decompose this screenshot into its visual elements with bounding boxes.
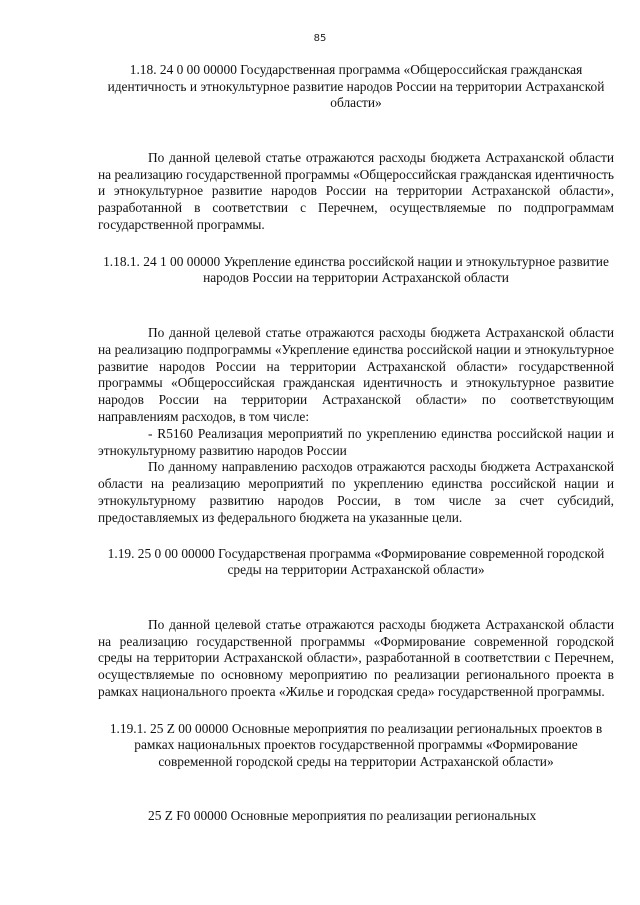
- section-heading-1-18: 1.18. 24 0 00 00000 Государственная программа «Общероссийская гражданская идентичность и этнокультурное развитие народов России на территории Астраханской области»: [107, 62, 605, 111]
- expense-item-r5160: - R5160 Реализация мероприятий по укреплению единства российской нации и этнокультурному развитию народов России: [98, 425, 614, 458]
- section-paragraph-1-19: По данной целевой статье отражаются расходы бюджета Астраханской области на реализацию государственной программы «Формирование современной городской среды на территории Астраханской области», разработанной в соответствии с Перечнем, осуществляемые по основному мероприятию по реализации регионального проекта в рамках национального проекта «Жилье и городская среда» государственной программы.: [98, 616, 614, 699]
- section-heading-1-19: 1.19. 25 0 00 00000 Государственая программа «Формирование современной городской среды на территории Астраханской области»: [107, 545, 605, 578]
- section-paragraph-1-19-1: 25 Z F0 00000 Основные мероприятия по реализации региональных: [148, 808, 537, 824]
- document-body: [98, 62, 614, 825]
- section-heading-1-18-1: 1.18.1. 24 1 00 00000 Укрепление единства российской нации и этнокультурное развитие народов России на территории Астраханской области: [103, 253, 609, 286]
- page-number: 85: [313, 33, 327, 44]
- section-paragraph-1-18-1: По данной целевой статье отражаются расходы бюджета Астраханской области на реализацию подпрограммы «Укрепление единства российской нации и этнокультурное развитие народов России на территории Астраханской области» государственной программы «Общероссийская гражданская идентичность и этнокультурное развитие народов России на территории Астраханской области» по соответствующим направлениям расходов, в том числе:: [98, 324, 614, 424]
- expense-item-description: По данному направлению расходов отражаются расходы бюджета Астраханской области на реализацию мероприятий по укреплению единства российской нации и этнокультурному развитию народов России, в том числе за счет субсидий, предоставляемых из федерального бюджета на указанные цели.: [98, 459, 614, 525]
- section-heading-1-19-1: 1.19.1. 25 Z 00 00000 Основные мероприятия по реализации региональных проектов в рамках национальных проектов государственной программы «Формирование современной городской среды на территории Астраханской области»: [109, 720, 603, 769]
- section-paragraph-1-18: По данной целевой статье отражаются расходы бюджета Астраханской области на реализацию государственной программы «Общероссийская гражданская идентичность и этнокультурное развитие народов России на территории Астраханской области», разработанной в соответствии с Перечнем, осуществляемые по подпрограммам государственной программы.: [98, 149, 614, 232]
